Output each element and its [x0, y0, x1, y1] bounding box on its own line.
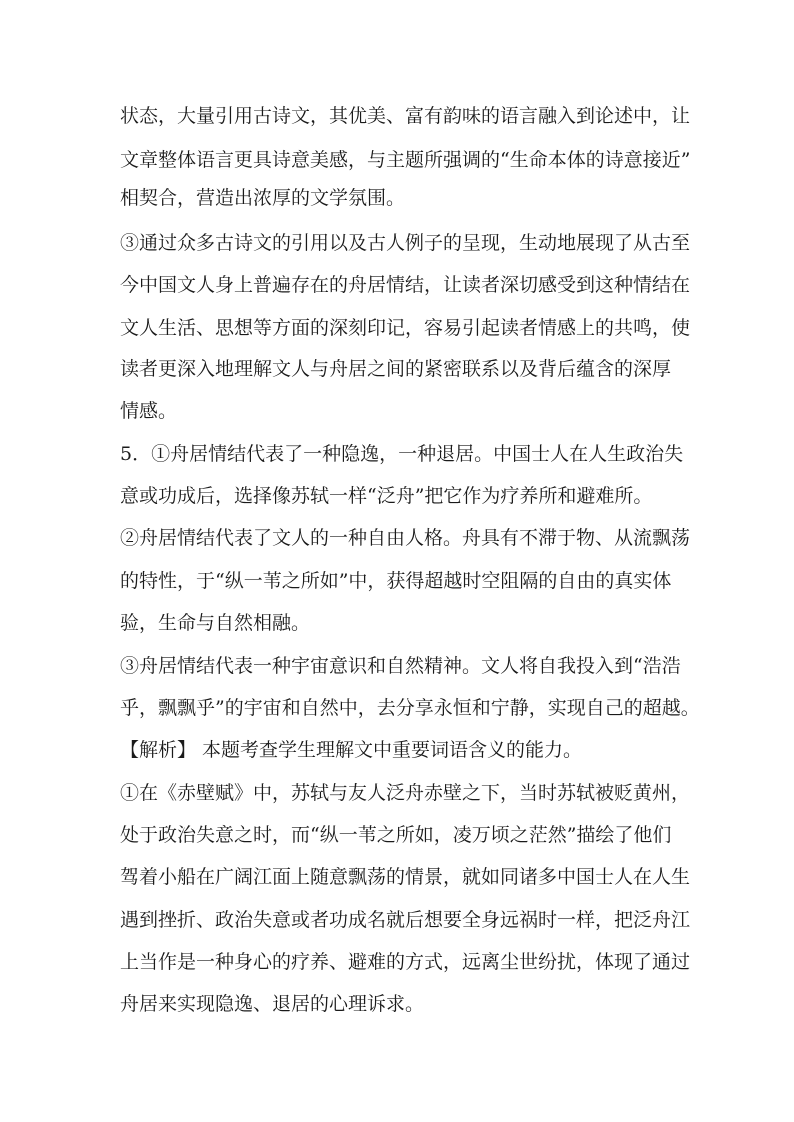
text-line: 5．①舟居情结代表了一种隐逸，一种退居。中国士人在人生政治失: [120, 443, 684, 465]
text-line: ③通过众多古诗文的引用以及古人例子的呈现，生动地展现了从古至: [120, 232, 691, 254]
text-line: 文章整体语言更具诗意美感，与主题所强调的“生命本体的诗意接近”: [120, 149, 691, 171]
text-line: 情感。: [120, 400, 178, 422]
text-line: 乎，飘飘乎”的宇宙和自然中，去分享永恒和宁静，实现自己的超越。: [120, 697, 700, 719]
text-line: 今中国文人身上普遍存在的舟居情结，让读者深切感受到这种情结在: [120, 274, 691, 296]
text-line: 的特性，于“纵一苇之所如”中，获得超越时空阻隔的自由的真实体: [120, 570, 672, 592]
text-line: 读者更深入地理解文人与舟居之间的紧密联系以及背后蕴含的深厚: [120, 358, 672, 380]
text-line: 意或功成后，选择像苏轼一样“泛舟”把它作为疗养所和避难所。: [120, 485, 653, 507]
text-line: 舟居来实现隐逸、退居的心理诉求。: [120, 993, 425, 1015]
text-line: 文人生活、思想等方面的深刻印记，容易引起读者情感上的共鸣，使: [120, 317, 691, 339]
text-line: 相契合，营造出浓厚的文学氛围。: [120, 187, 406, 209]
text-line: 驾着小船在广阔江面上随意飘荡的情景，就如同诸多中国士人在人生: [120, 866, 691, 888]
text-line: 验，生命与自然相融。: [120, 612, 311, 634]
text-line: 上当作是一种身心的疗养、避难的方式，远离尘世纷扰，体现了通过: [120, 951, 691, 973]
text-line: 状态，大量引用古诗文，其优美、富有韵味的语言融入到论述中，让: [120, 105, 691, 127]
text-line: 【解析】 本题考查学生理解文中重要词语含义的能力。: [120, 739, 583, 761]
text-line: ①在《赤壁赋》中，苏轼与友人泛舟赤壁之下，当时苏轼被贬黄州，: [120, 782, 691, 804]
text-line: ③舟居情结代表一种宇宙意识和自然精神。文人将自我投入到“浩浩: [120, 655, 681, 677]
text-line: ②舟居情结代表了文人的一种自由人格。舟具有不滞于物、从流飘荡: [120, 527, 691, 549]
text-line: 遇到挫折、政治失意或者功成名就后想要全身远祸时一样，把泛舟江: [120, 909, 691, 931]
text-line: 处于政治失意之时，而“纵一苇之所如，凌万顷之茫然”描绘了他们: [120, 824, 672, 846]
